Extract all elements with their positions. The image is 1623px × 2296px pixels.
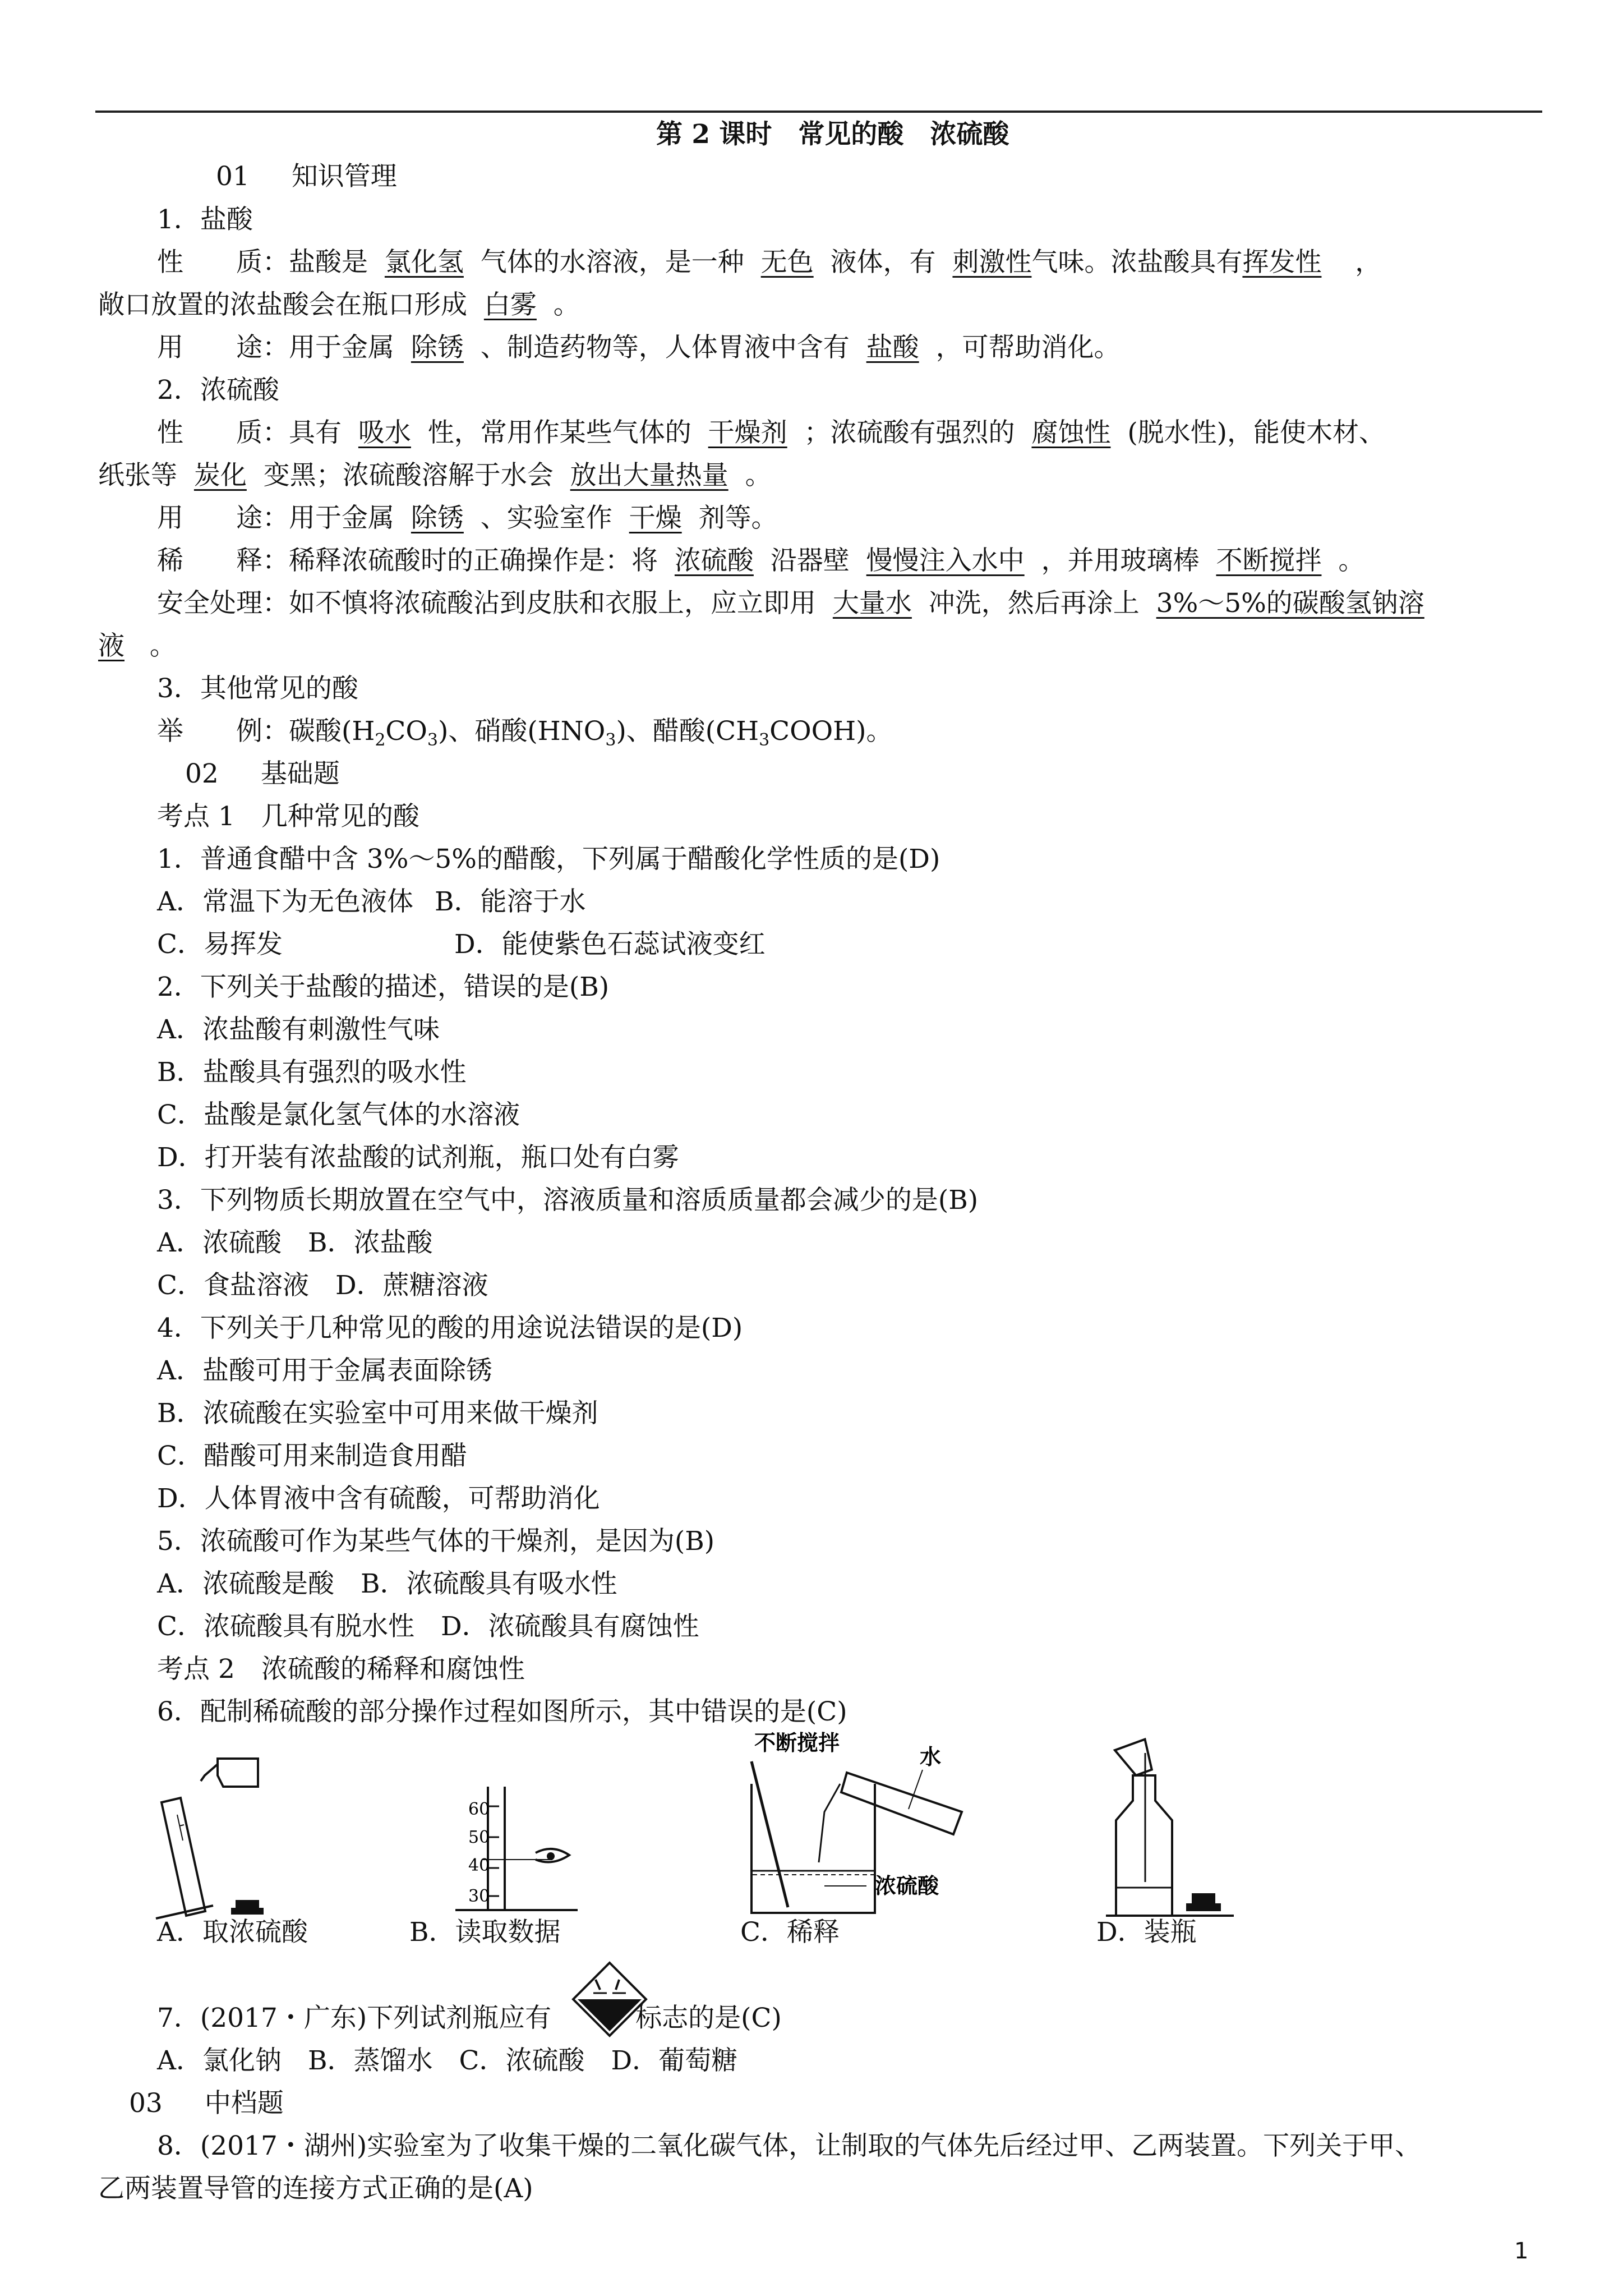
hcl-nature-line1	[157, 246, 1381, 279]
text: )、醋酸(CH	[616, 716, 759, 747]
text: 标志的是(C)	[635, 2003, 782, 2033]
beaker	[751, 1784, 875, 1913]
stopper	[1192, 1893, 1215, 1903]
q4-option-a: A．盐酸可用于金属表面除锈	[157, 1355, 492, 1386]
section-number: 02	[185, 758, 219, 789]
hcl-nature-line2	[98, 288, 580, 322]
h2so4-use	[157, 501, 778, 535]
cylinder-marks	[177, 1815, 184, 1841]
graduated-cylinder	[162, 1798, 205, 1916]
h2so4-nature-line1	[157, 416, 1385, 450]
text: 用于金属	[289, 503, 394, 533]
q6-stem: 6．配制稀硫酸的部分操作过程如图所示，其中错误的是(C)	[157, 1696, 847, 1727]
section-label: 知识管理	[291, 161, 397, 192]
h2so4-nature-line2	[98, 459, 772, 493]
blank-answer: 大量水	[832, 588, 912, 619]
eye-pupil	[547, 1852, 555, 1860]
q6-caption-a: A．取浓硫酸	[157, 1917, 308, 1948]
text: 气味。浓盐酸具有	[1031, 247, 1243, 278]
blank-answer: 腐蚀性	[1031, 417, 1111, 448]
label: 用 途：	[157, 332, 289, 363]
q4-option-d: D．人体胃液中含有硫酸，可帮助消化	[157, 1483, 600, 1514]
q1-option-b: B．能溶于水	[435, 886, 586, 917]
blank-answer: 液	[98, 631, 125, 661]
heading-hcl: 1．盐酸	[157, 204, 253, 235]
text: 用于金属	[289, 332, 394, 363]
text: 具有	[289, 417, 342, 448]
subscript: 2	[375, 730, 386, 750]
q8-line1: 8．(2017・湖州)实验室为了收集干燥的二氧化碳气体，让制取的气体先后经过甲、乙两装置。下列关于甲、	[157, 2131, 1422, 2161]
figure-c-dilute	[740, 1728, 981, 1921]
q5-stem: 5．浓硫酸可作为某些气体的干燥剂，是因为(B)	[157, 1526, 715, 1557]
heading-other-acids: 3．其他常见的酸	[157, 673, 358, 704]
text: 纸张等	[98, 460, 177, 491]
label-stirring: 不断搅拌	[754, 1731, 840, 1755]
q2-stem: 2．下列关于盐酸的描述，错误的是(B)	[157, 972, 610, 1002]
page-title: 第 2 课时 常见的酸 浓硫酸	[656, 119, 1009, 150]
text: (脱水性)，能使木材、	[1127, 417, 1386, 448]
blank-answer: 刺激性	[952, 247, 1032, 278]
label: 稀 释：	[157, 545, 289, 576]
q3-stem: 3．下列物质长期放置在空气中，溶液质量和溶质质量都会减少的是(B)	[157, 1185, 979, 1216]
q1-option-a: A．常温下为无色液体	[157, 886, 413, 917]
text: 碳酸(H	[289, 716, 375, 747]
other-acids-examples	[157, 715, 893, 757]
q6-caption-d: D．装瓶	[1096, 1917, 1197, 1948]
q6-caption-c: C．稀释	[740, 1917, 840, 1948]
text: COOH)。	[769, 716, 893, 747]
q2-option-a: A．浓盐酸有刺激性气味	[157, 1014, 440, 1045]
text: 。	[553, 289, 580, 320]
q1-option-c: C．易挥发	[157, 929, 283, 960]
blank-answer: 白雾	[483, 289, 537, 320]
text: 冲洗，然后再涂上	[928, 588, 1140, 619]
blank-answer: 氯化氢	[384, 247, 464, 278]
label: 用 途：	[157, 503, 289, 533]
text: 性，常用作某些气体的	[427, 417, 691, 448]
q1-stem: 1．普通食醋中含 3%～5%的醋酸，下列属于醋酸化学性质的是(D)	[157, 844, 940, 875]
section-label: 基础题	[260, 758, 340, 789]
label-conc-acid: 浓硫酸	[875, 1874, 939, 1898]
blank-answer: 盐酸	[866, 332, 919, 363]
text: 、制造药物等，人体胃液中含有	[480, 332, 850, 363]
h2so4-safety-line1	[157, 587, 1424, 620]
text: 变黑；浓硫酸溶解于水会	[263, 460, 554, 491]
text: 剂等。	[698, 503, 778, 533]
q1-option-d: D．能使紫色石蕊试液变红	[454, 929, 766, 960]
kaodian-2: 考点 2 浓硫酸的稀释和腐蚀性	[157, 1654, 525, 1685]
q4-option-b: B．浓硫酸在实验室中可用来做干燥剂	[157, 1398, 598, 1429]
label: 安全处理：	[157, 588, 289, 619]
blank-answer: 炭化	[193, 460, 247, 491]
label: 性 质：	[157, 247, 289, 278]
text: 气体的水溶液，是一种	[480, 247, 744, 278]
text: ，	[1355, 247, 1382, 278]
q8-line2: 乙两装置导管的连接方式正确的是(A)	[98, 2173, 533, 2204]
kaodian-1: 考点 1 几种常见的酸	[157, 801, 419, 832]
q2-option-d: D．打开装有浓盐酸的试剂瓶，瓶口处有白雾	[157, 1142, 679, 1173]
text: 盐酸是	[289, 247, 368, 278]
blank-answer: 3%～5%的碳酸氢钠溶	[1156, 588, 1424, 619]
q3-options-cd: C．食盐溶液 D．蔗糖溶液	[157, 1270, 488, 1301]
tick-label: 60	[468, 1800, 490, 1819]
section-01	[216, 160, 397, 194]
corrosive-sign-icon	[571, 1961, 648, 2038]
text: ，可帮助消化。	[935, 332, 1121, 363]
figure-a-pour-acid	[151, 1736, 280, 1921]
q5-options-ab: A．浓硫酸是酸 B．浓硫酸具有吸水性	[157, 1568, 617, 1599]
label: 举 例：	[157, 716, 289, 747]
q2-option-c: C．盐酸是氯化氢气体的水溶液	[157, 1099, 520, 1130]
label-water: 水	[920, 1745, 942, 1769]
blank-answer: 慢慢注入水中	[866, 545, 1025, 576]
figure-d-bottling	[1099, 1736, 1245, 1921]
text: 如不慎将浓硫酸沾到皮肤和衣服上，应立即用	[289, 588, 816, 619]
section-02	[185, 757, 340, 791]
stopper	[236, 1900, 259, 1909]
beaker-small	[1115, 1740, 1155, 1779]
glass-rod	[751, 1761, 788, 1907]
text: )、硝酸(HNO	[438, 716, 606, 747]
blank-answer: 放出大量热量	[570, 460, 728, 491]
bottle	[1116, 1775, 1172, 1916]
q7-stem	[157, 2001, 782, 2035]
text: 。	[1338, 545, 1365, 576]
ticks	[488, 1806, 499, 1896]
label: 性 质：	[157, 417, 289, 448]
tick-label: 50	[468, 1828, 490, 1847]
acid-stream	[819, 1784, 840, 1862]
cylinder-walls	[488, 1787, 505, 1910]
water-pointer	[909, 1770, 923, 1809]
section-number: 03	[129, 2088, 163, 2119]
blank-answer: 不断搅拌	[1216, 545, 1322, 576]
blank-answer: 挥发性	[1242, 247, 1322, 278]
pouring-tube	[841, 1773, 962, 1834]
q3-options-ab: A．浓硫酸 B．浓盐酸	[157, 1227, 433, 1258]
q5-options-cd: C．浓硫酸具有脱水性 D．浓硫酸具有腐蚀性	[157, 1611, 699, 1642]
h2so4-safety-line2	[98, 629, 176, 663]
figure-b-read-data	[449, 1781, 589, 1916]
section-number: 01	[216, 161, 250, 192]
h2so4-dilution	[157, 544, 1364, 578]
text: 沿器壁	[770, 545, 850, 576]
blank-answer: 干燥剂	[708, 417, 787, 448]
blank-answer: 吸水	[358, 417, 411, 448]
bottle-neck	[201, 1764, 218, 1781]
blank-answer: 浓硫酸	[674, 545, 754, 576]
subscript: 3	[427, 730, 439, 750]
text: 。	[149, 631, 176, 661]
text: 稀释浓硫酸时的正确操作是：将	[289, 545, 658, 576]
tick-label: 30	[468, 1887, 490, 1906]
stopper-base	[231, 1908, 264, 1915]
q4-option-c: C．醋酸可用来制造食用醋	[157, 1441, 467, 1471]
section-03	[129, 2087, 284, 2120]
q6-caption-b: B．读取数据	[409, 1917, 561, 1948]
section-label: 中档题	[204, 2088, 284, 2119]
text: 液体，有	[830, 247, 936, 278]
reagent-bottle	[218, 1759, 258, 1787]
text: 7．(2017・广东)下列试剂瓶应有	[157, 2003, 552, 2033]
blank-answer: 除锈	[411, 332, 464, 363]
hcl-use	[157, 331, 1121, 365]
top-rule	[95, 111, 1542, 113]
subscript: 3	[759, 730, 770, 750]
stopper-base	[1186, 1903, 1221, 1911]
text: ，并用玻璃棒	[1041, 545, 1200, 576]
q7-options: A．氯化钠 B．蒸馏水 C．浓硫酸 D．葡萄糖	[157, 2045, 738, 2076]
text: ；浓硫酸有强烈的	[804, 417, 1015, 448]
blank-answer: 无色	[760, 247, 814, 278]
tick-label: 40	[468, 1856, 490, 1875]
text: CO	[385, 716, 427, 747]
page-number: 1	[1514, 2238, 1529, 2264]
q2-option-b: B．盐酸具有强烈的吸水性	[157, 1057, 467, 1088]
blank-answer: 干燥	[629, 503, 682, 533]
text: 敞口放置的浓盐酸会在瓶口形成	[98, 289, 467, 320]
q4-stem: 4．下列关于几种常见的酸的用途说法错误的是(D)	[157, 1313, 743, 1343]
text: 、实验室作	[480, 503, 612, 533]
blank-answer: 除锈	[411, 503, 464, 533]
subscript: 3	[605, 730, 616, 750]
text: 。	[745, 460, 772, 491]
heading-h2so4: 2．浓硫酸	[157, 375, 279, 406]
